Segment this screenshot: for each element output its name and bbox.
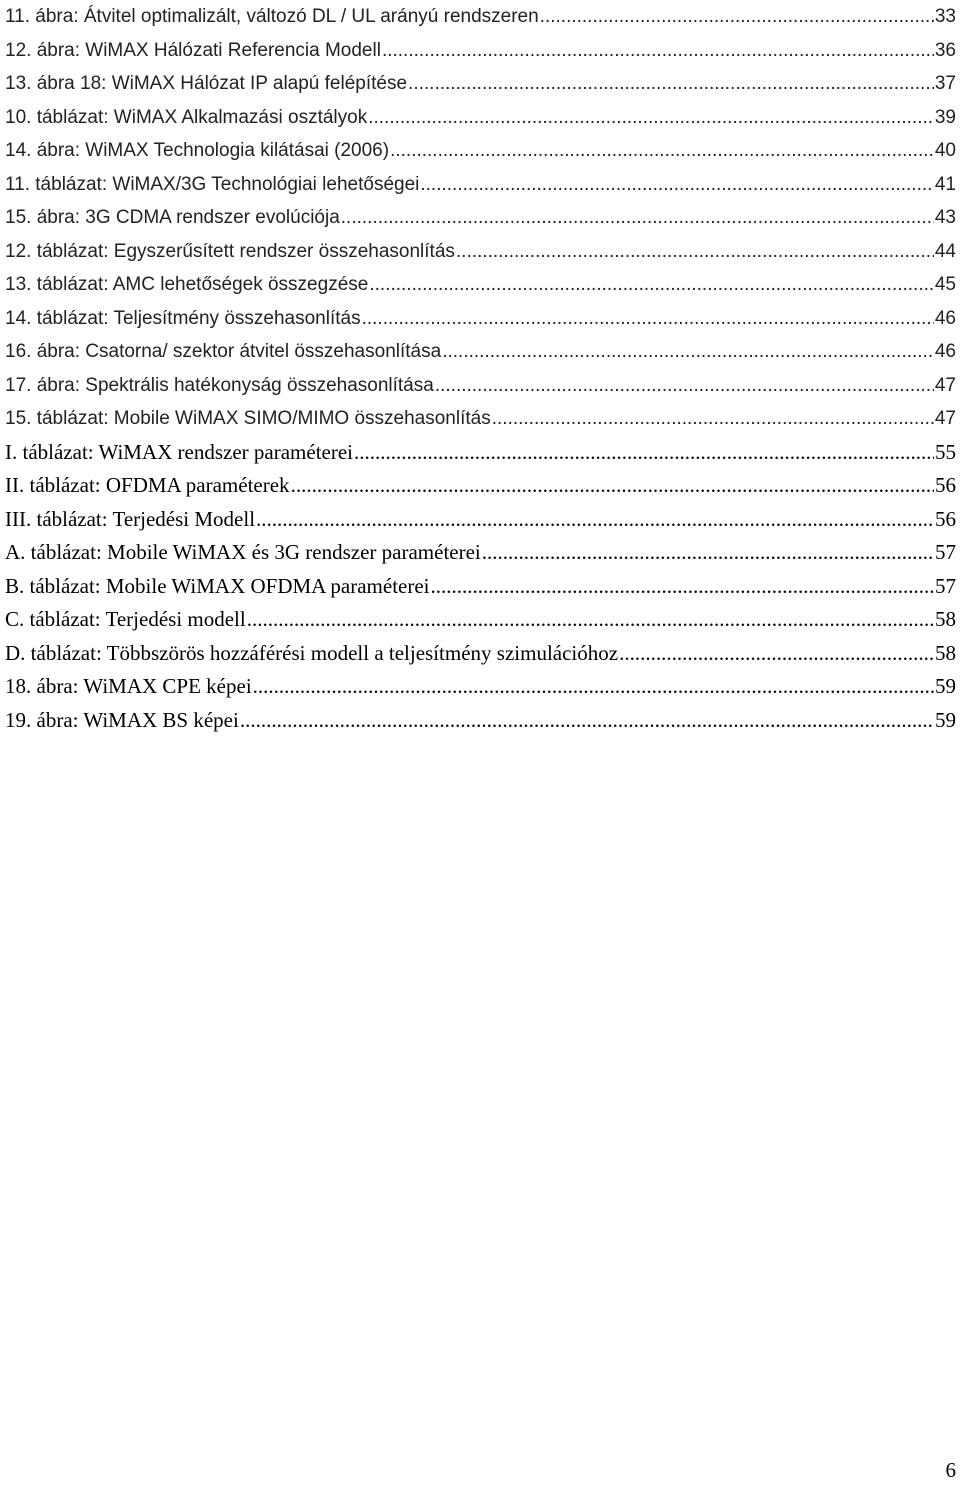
toc-entry-label: 14. táblázat: Teljesítmény összehasonlítás [5,307,361,329]
toc-entry-label: A. táblázat: Mobile WiMAX és 3G rendszer paraméterei [5,540,481,564]
toc-entry-label: 10. táblázat: WiMAX Alkalmazási osztályok [5,106,368,128]
toc-entry-label: 15. ábra: 3G CDMA rendszer evolúciója [5,207,340,228]
dot-leader [619,637,934,671]
toc-entry-page-number: 59 [935,707,956,732]
toc-entry[interactable] [5,34,956,68]
toc-entry[interactable] [5,168,956,202]
dot-leader [435,369,934,403]
toc-entry-label: D. táblázat: Többszörös hozzáférési modell a teljesítmény szimulációhoz [5,640,619,665]
toc-entry[interactable] [5,302,956,336]
toc-entry[interactable] [5,670,956,704]
toc-entry-page-number: 58 [935,607,956,631]
dot-leader [382,34,934,68]
toc-entry-label: 14. ábra: WiMAX Technologia kilátásai (2006) [5,140,390,161]
toc-entry[interactable] [5,402,956,436]
dot-leader [362,302,934,336]
toc-entry-label: 11. táblázat: WiMAX/3G Technológiai lehetőségei [5,173,420,195]
dot-leader [420,168,933,202]
toc-entry-label: II. táblázat: OFDMA paraméterek [5,473,290,497]
toc-entry[interactable] [5,235,956,269]
dot-leader [240,704,934,738]
toc-entry-label: I. táblázat: WiMAX rendszer paraméterei [5,439,354,464]
toc-entry-label: 11. ábra: Átvitel optimalizált, változó DL / UL arányú rendszeren [5,6,539,27]
toc-entry[interactable] [5,335,956,369]
toc-entry-page-number: 55 [935,439,956,464]
toc-entry-page-number: 40 [934,140,956,161]
dot-leader [482,536,934,570]
table-of-figures-and-tables [5,0,956,737]
toc-entry-label: 12. ábra: WiMAX Hálózati Referencia Modell [5,39,381,61]
toc-entry[interactable] [5,369,956,403]
toc-entry[interactable] [5,603,956,637]
dot-leader [408,67,934,101]
toc-entry[interactable] [5,503,956,537]
dot-leader [390,134,934,168]
toc-entry-label: 13. táblázat: AMC lehetőségek összegzése [5,274,369,295]
toc-entry-page-number: 47 [934,408,956,429]
dot-leader [291,469,934,503]
toc-entry-page-number: 56 [935,506,956,531]
toc-entry-page-number: 46 [934,341,956,362]
toc-entry[interactable] [5,570,956,604]
toc-entry-label: 18. ábra: WiMAX CPE képei [5,674,252,698]
toc-entry-page-number: 58 [935,640,956,665]
toc-entry-page-number: 41 [934,173,956,195]
dot-leader [431,570,934,604]
toc-entry[interactable] [5,201,956,235]
toc-entry[interactable] [5,536,956,570]
dot-leader [354,436,934,470]
toc-entry-label: 12. táblázat: Egyszerűsített rendszer összehasonlítás [5,240,455,262]
dot-leader [368,101,934,135]
dot-leader [442,335,934,369]
toc-entry-page-number: 56 [935,473,956,497]
toc-entry-label: B. táblázat: Mobile WiMAX OFDMA paraméterei [5,573,430,598]
dot-leader [253,670,934,704]
toc-entry-label: III. táblázat: Terjedési Modell [5,506,256,531]
dot-leader [256,503,934,537]
toc-entry[interactable] [5,637,956,671]
toc-entry-page-number: 44 [934,240,956,262]
toc-entry-label: C. táblázat: Terjedési modell [5,607,246,631]
toc-entry-label: 19. ábra: WiMAX BS képei [5,707,239,732]
toc-entry[interactable] [5,101,956,135]
toc-entry-label: 16. ábra: Csatorna/ szektor átvitel összehasonlítása [5,341,442,362]
dot-leader [341,201,934,235]
toc-entry[interactable] [5,134,956,168]
toc-entry[interactable] [5,436,956,470]
dot-leader [540,0,934,34]
toc-entry-page-number: 33 [934,6,956,27]
page-number: 6 [945,1458,956,1482]
dot-leader [247,603,934,637]
toc-entry-page-number: 37 [934,73,956,94]
toc-entry-page-number: 47 [934,374,956,396]
toc-entry[interactable] [5,704,956,738]
toc-entry-label: 17. ábra: Spektrális hatékonyság összehasonlítása [5,374,434,396]
dot-leader [369,268,934,302]
toc-entry-page-number: 43 [934,207,956,228]
dot-leader [456,235,934,269]
toc-entry-page-number: 39 [934,106,956,128]
toc-entry[interactable] [5,268,956,302]
toc-entry-label: 13. ábra 18: WiMAX Hálózat IP alapú felépítése [5,73,408,94]
dot-leader [492,402,934,436]
toc-entry-page-number: 36 [934,39,956,61]
toc-entry-page-number: 57 [935,573,956,598]
toc-entry[interactable] [5,67,956,101]
toc-entry-page-number: 59 [935,674,956,698]
toc-entry-page-number: 57 [935,540,956,564]
toc-entry-page-number: 46 [934,307,956,329]
toc-entry-label: 15. táblázat: Mobile WiMAX SIMO/MIMO összehasonlítás [5,408,491,429]
toc-entry[interactable] [5,469,956,503]
toc-entry[interactable] [5,0,956,34]
toc-entry-page-number: 45 [934,274,956,295]
